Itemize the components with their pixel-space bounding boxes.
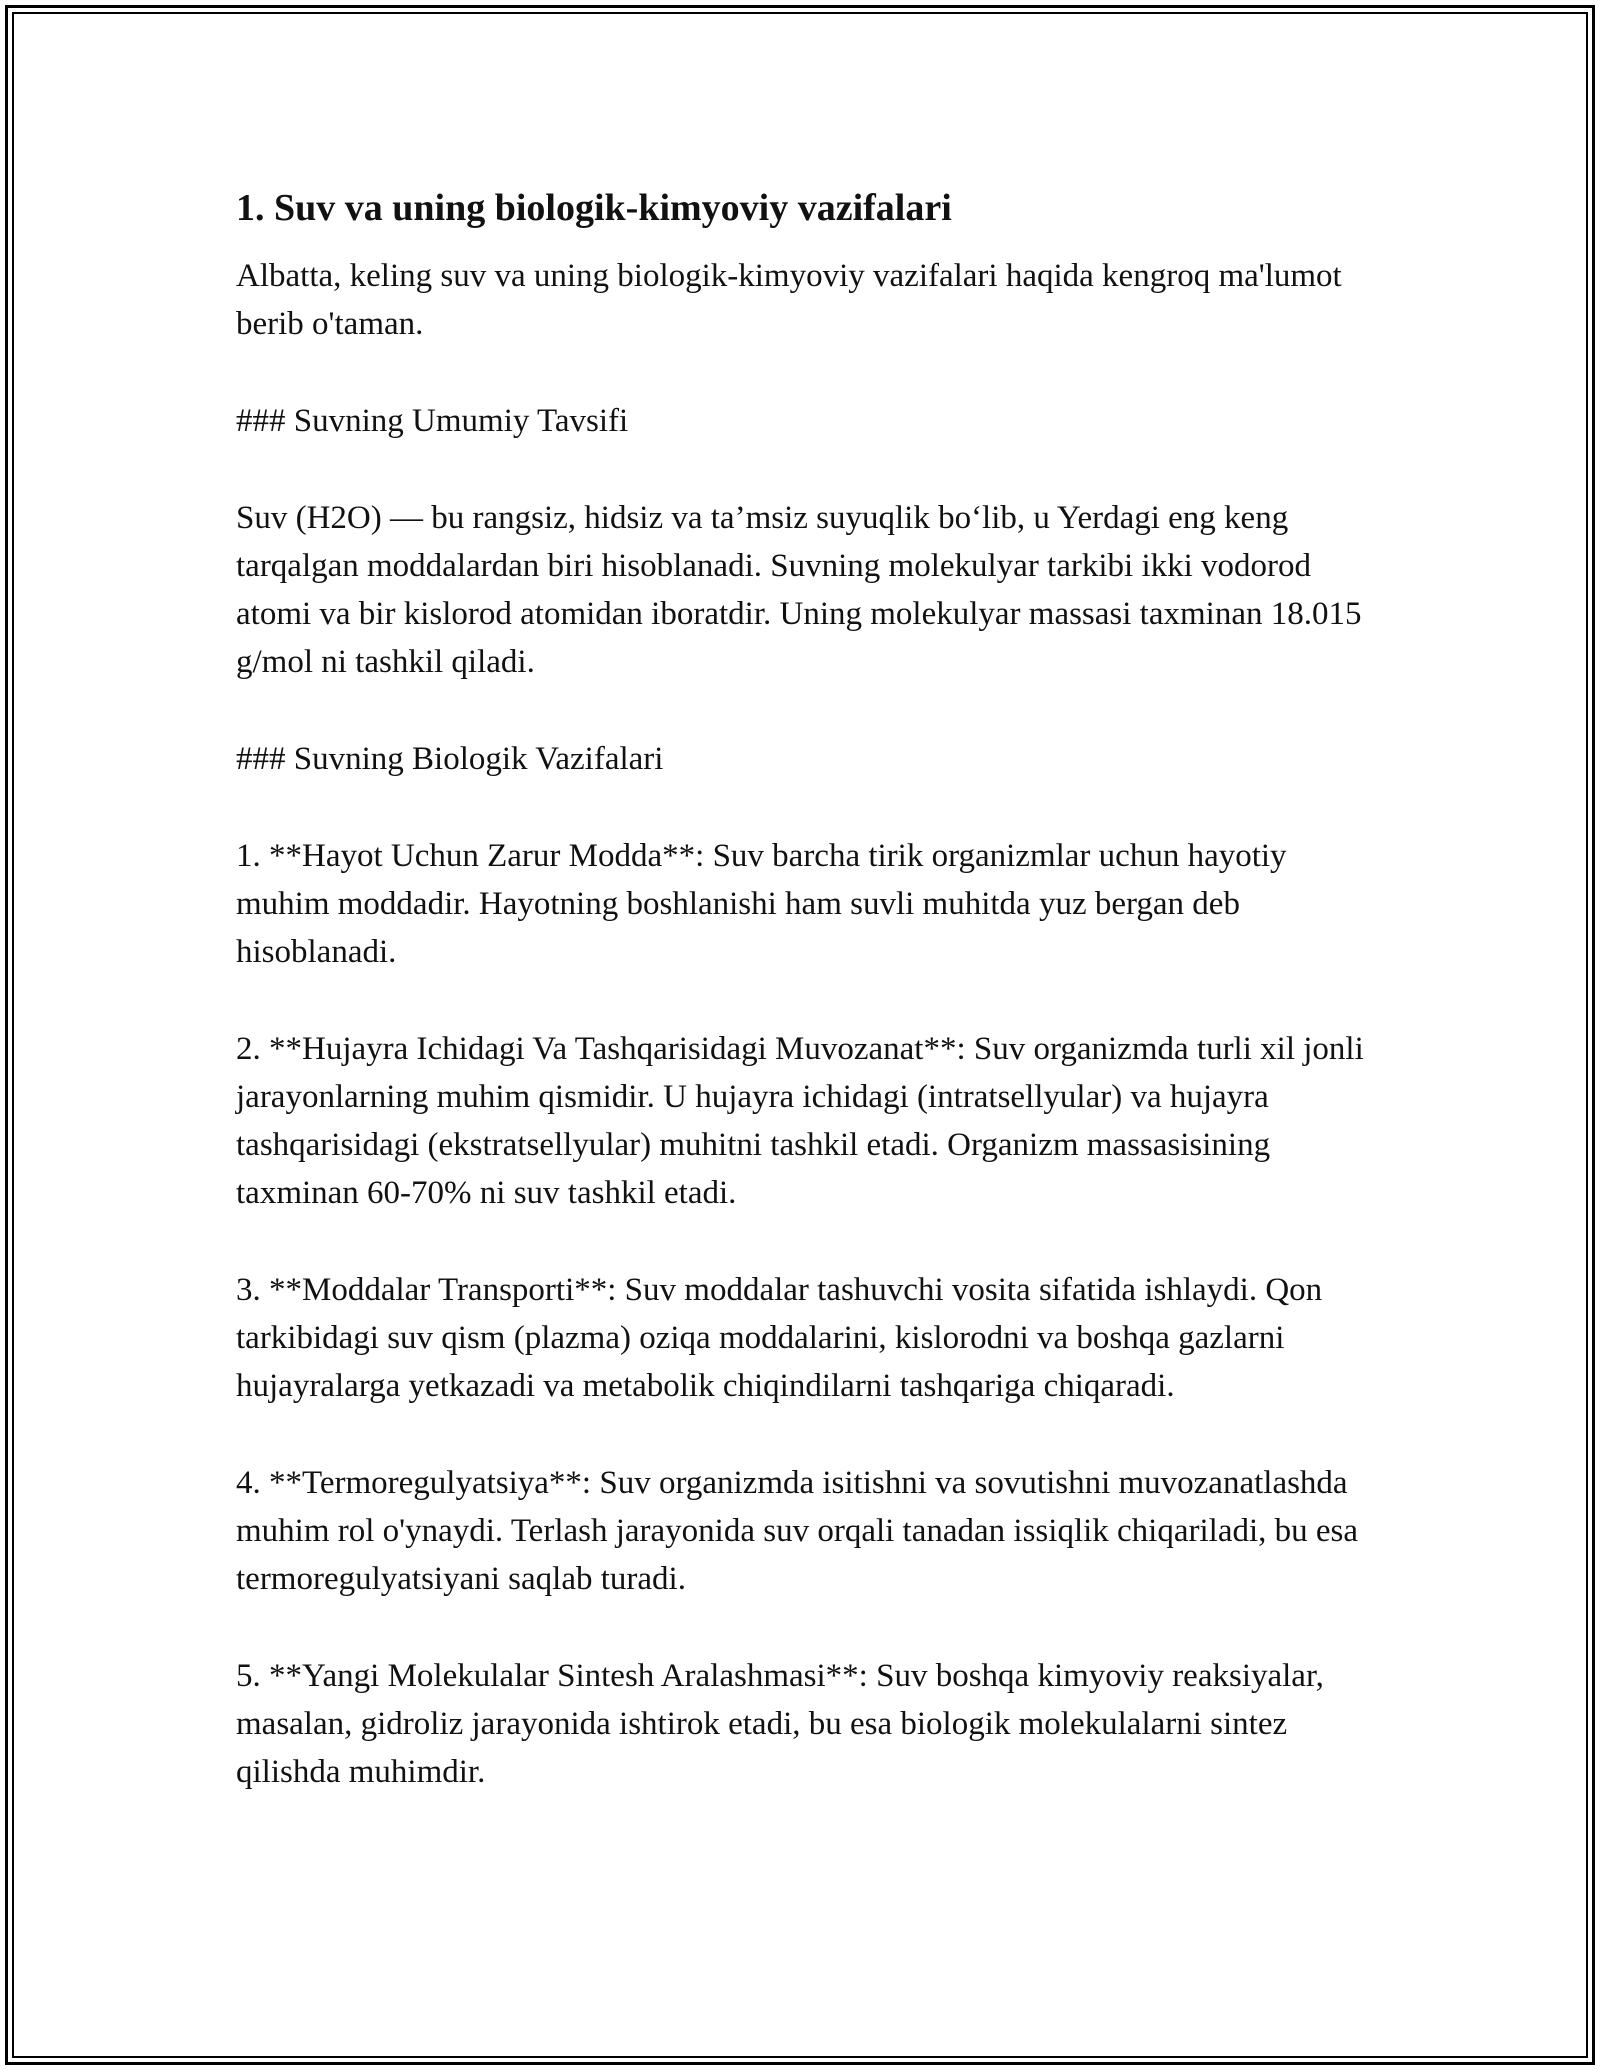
section-heading-biological: ### Suvning Biologik Vazifalari bbox=[236, 741, 664, 777]
list-item: 5. **Yangi Molekulalar Sintesh Aralashmasi**: Suv boshqa kimyoviy reaksiyalar, masalan, gidroliz jarayonida ishtirok etadi, bu esa biologik molekulalarni sintez qilishda muhimdir. bbox=[236, 1658, 1324, 1790]
document-body bbox=[236, 184, 1376, 1796]
general-description-paragraph: Suv (H2O) — bu rangsiz, hidsiz va ta’msiz suyuqlik bo‘lib, u Yerdagi eng keng tarqalgan moddalardan biri hisoblanadi. Suvning molekulyar tarkibi ikki vodorod atomi va bir kislorod atomidan iboratdir. Uning molekulyar massasi taxminan 18.015 g/mol ni tashkil qiladi. bbox=[236, 500, 1362, 680]
list-item: 2. **Hujayra Ichidagi Va Tashqarisidagi Muvozanat**: Suv organizmda turli xil jonli jarayonlarning muhim qismidir. U hujayra ichidagi (intratsellyular) va hujayra tashqarisidagi (ekstratsellyular) muhitni tashkil etadi. Organizm massasisining taxminan 60-70% ni suv tashkil etadi. bbox=[236, 1031, 1364, 1211]
list-item: 3. **Moddalar Transporti**: Suv moddalar tashuvchi vosita sifatida ishlaydi. Qon tarkibidagi suv qism (plazma) oziqa moddalarini, kislorodni va boshqa gazlarni hujayralarga yetkazadi va metabolik chiqindilarni tashqariga chiqaradi. bbox=[236, 1272, 1323, 1404]
intro-paragraph: Albatta, keling suv va uning biologik-kimyoviy vazifalari haqida kengroq ma'lumot berib o'taman. bbox=[236, 258, 1342, 342]
document-title: 1. Suv va uning biologik-kimyoviy vazifalari bbox=[236, 187, 952, 229]
section-heading-general: ### Suvning Umumiy Tavsifi bbox=[236, 403, 629, 439]
list-item: 1. **Hayot Uchun Zarur Modda**: Suv barcha tirik organizmlar uchun hayotiy muhim moddadir. Hayotning boshlanishi ham suvli muhitda yuz bergan deb hisoblanadi. bbox=[236, 838, 1287, 970]
list-item: 4. **Termoregulyatsiya**: Suv organizmda isitishni va sovutishni muvozanatlashda muhim rol o'ynaydi. Terlash jarayonida suv orqali tanadan issiqlik chiqariladi, bu esa termoregulyatsiyani saqlab turadi. bbox=[236, 1465, 1359, 1597]
